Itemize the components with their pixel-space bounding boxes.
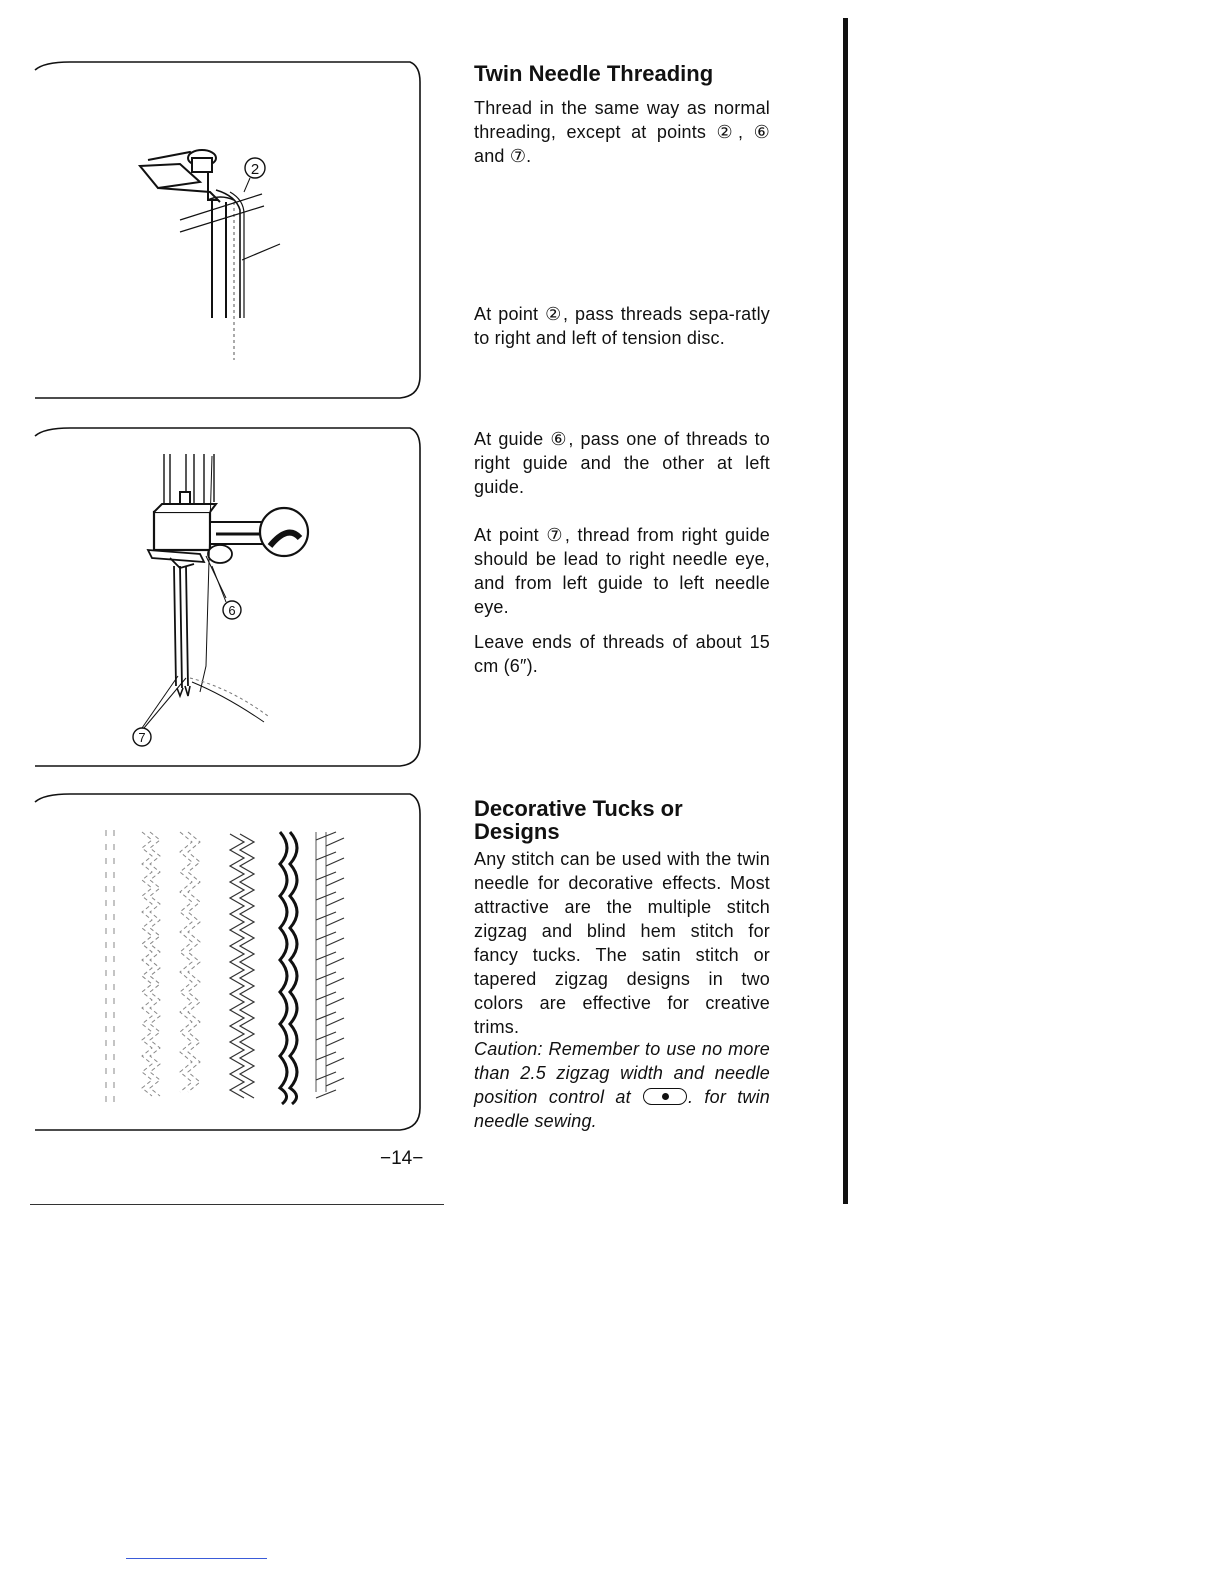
section-title-decorative-line1: Decorative Tucks or bbox=[474, 796, 683, 821]
point-7-instruction: At point ⑦, thread from right guide should be lead to right needle eye, and from left guide to left needle eye. bbox=[474, 525, 770, 617]
section-title-twin-needle: Twin Needle Threading bbox=[474, 61, 714, 86]
page-number: −14− bbox=[380, 1148, 424, 1169]
caution-text-start: Caution: Remember to use no more than 2.5 zigzag width and needle position control at bbox=[474, 1039, 770, 1107]
callout-2: 2 bbox=[250, 161, 260, 178]
thread-length-note: Leave ends of threads of about 15 cm (6″). bbox=[474, 632, 770, 676]
caution-text-end: . for twin needle sewing. bbox=[474, 1087, 770, 1131]
callout-6: 6 bbox=[228, 603, 236, 618]
caution-note bbox=[474, 1037, 770, 1133]
right-margin-bar bbox=[843, 18, 848, 1204]
decorative-body: Any stitch can be used with the twin needle for decorative effects. Most attractive are the multiple stitch zigzag and blind hem stitch for fancy tucks. The satin stitch or tapered zigzag designs in two colors are effective for creative trims. bbox=[474, 849, 770, 1037]
twin-needle-intro: Thread in the same way as normal threading, except at points ②, ⑥ and ⑦. bbox=[474, 98, 770, 166]
figure-stitch-samples bbox=[30, 792, 422, 1134]
needle-position-center-icon bbox=[643, 1088, 687, 1105]
link-underline bbox=[126, 1558, 267, 1559]
figure-tension-disc bbox=[30, 60, 422, 402]
bottom-rule bbox=[30, 1204, 444, 1205]
callout-7: 7 bbox=[138, 730, 146, 745]
guide-6-instruction: At guide ⑥, pass one of threads to right guide and the other at left guide. bbox=[474, 429, 770, 497]
figure-needle-guides bbox=[30, 426, 422, 770]
section-title-decorative-line2: Designs bbox=[474, 819, 560, 844]
point-2-instruction: At point ②, pass threads sepa-ratly to right and left of tension disc. bbox=[474, 304, 770, 348]
section-title-decorative bbox=[474, 797, 683, 843]
